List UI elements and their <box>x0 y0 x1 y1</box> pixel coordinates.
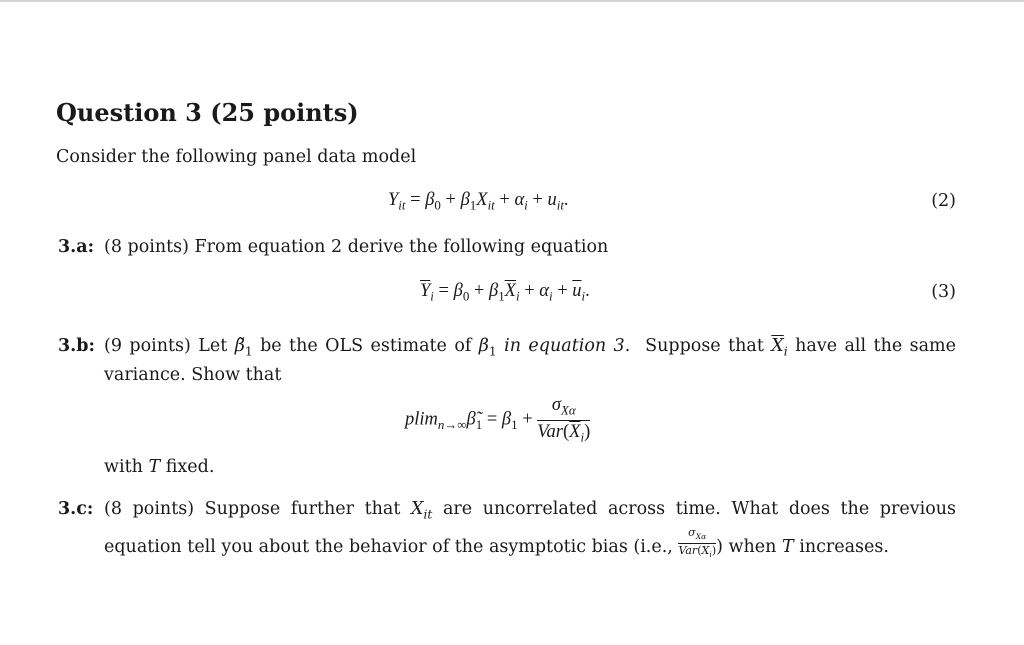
plim-fraction: $\frac{\sigma_{X\alpha}}{Var(\overline{X}_i)}$ <box>537 395 591 445</box>
part-b-text-1: be the OLS estimate of <box>260 336 472 356</box>
part-b-points: (9 points) Let <box>104 336 228 356</box>
part-c: 3.c: (8 points) Suppose further that $X_{it}$ are uncorrelated across time. What does the previous equation tell you about the behavior of the asymptotic bias (i.e., $\frac{\sigma_{X\alpha}}{Var(\overline{X}_i)}$ ) when T increases. <box>58 499 956 559</box>
intro-text: Consider the following panel data model <box>56 147 417 167</box>
part-c-text-4: ) when <box>716 536 777 557</box>
part-a <box>58 236 956 259</box>
part-b-text-end: have all the same <box>795 336 956 356</box>
question-title: Question 3 (25 points) <box>56 98 359 127</box>
equation-3-number: (3) <box>931 282 956 302</box>
part-a-text: (8 points) From equation 2 derive the following equation <box>104 237 609 257</box>
part-c-text-5: increases. <box>799 536 889 557</box>
part-a-label: 3.a: <box>58 237 95 257</box>
with-t-fixed: with T fixed. <box>104 457 215 477</box>
part-b-italic: in equation 3. <box>504 336 631 356</box>
part-b-suppose: Suppose that <box>645 336 764 356</box>
top-border <box>0 0 1024 2</box>
plim-equation: $plim_{n\to\infty}\betã_1 = \beta_1$ + $\frac{\sigma_{X\alpha}}{Var(\overline{X}_i)}$ <box>405 395 591 445</box>
equation-2-number: (2) <box>931 191 956 211</box>
part-b-line2: variance. Show that <box>104 364 282 385</box>
part-c-text-3: tell you about the behavior of the asymptotic bias (i.e., <box>187 536 673 557</box>
part-c-text-1: (8 points) Suppose further that <box>104 499 401 519</box>
part-c-label: 3.c: <box>58 499 94 519</box>
equation-2: $Y_{it} = \beta_0 + \beta_1X_{it} + \alpha_i + u_{it}$. <box>388 190 569 213</box>
part-b-label: 3.b: <box>58 336 95 356</box>
bias-fraction: $\frac{\sigma_{X\alpha}}{Var(\overline{X}_i)}$ <box>678 525 717 559</box>
part-c-text-2: are uncorrelated across time. What does the previous equation <box>104 499 956 557</box>
part-b: 3.b: (9 points) Let $\betã_1$ be the OLS estimate of $\beta_1$ in equation 3. Suppose that $\overline{X}_i$ have all the same variance. Show that <box>58 336 956 385</box>
equation-3: $\overline{Y}_i = \beta_0 + \beta_1\overline{X}_i + \alpha_i + \overline{u}_i$. <box>420 281 590 304</box>
